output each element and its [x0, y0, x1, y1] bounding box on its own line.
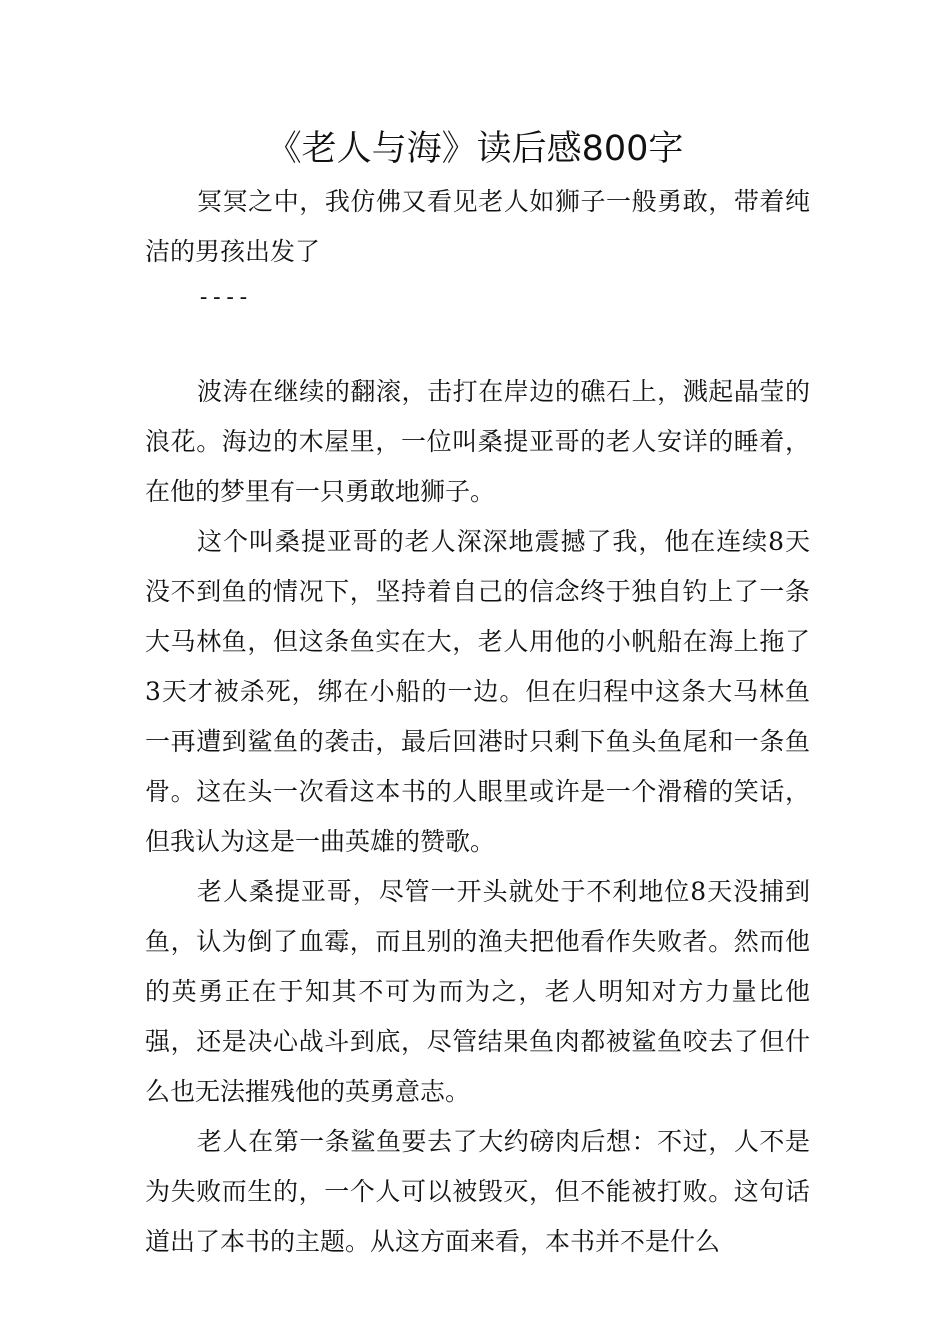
paragraph-gap: [145, 327, 810, 367]
paragraph-courage: 老人桑提亚哥，尽管一开头就处于不利地位8天没捕到鱼，认为倒了血霉，而且别的渔夫把他看作失败者。然而他的英勇正在于知其不可为而为之，老人明知对方力量比他强，还是决心战斗到底，尽管结果鱼肉都被鲨鱼咬去了但什么也无法摧残他的英勇意志。: [145, 877, 810, 1106]
section-divider: ----: [197, 285, 250, 310]
paragraph-fishing-story: 这个叫桑提亚哥的老人深深地震撼了我，他在连续8天没不到鱼的情况下，坚持着自己的信念终于独自钓上了一条大马林鱼，但这条鱼实在大，老人用他的小帆船在海上拖了3天才被杀死，绑在小船的一边。但在归程中这条大马林鱼一再遭到鲨鱼的袭击，最后回港时只剩下鱼头鱼尾和一条鱼骨。这在头一次看这本书的人眼里或许是一个滑稽的笑话，但我认为这是一曲英雄的赞歌。: [145, 527, 810, 856]
paragraph-theme: 老人在第一条鲨鱼要去了大约磅肉后想：不过，人不是为失败而生的，一个人可以被毁灭，但不能被打败。这句话道出了本书的主题。从这方面来看，本书并不是什么: [145, 1127, 810, 1256]
paragraph-intro: 冥冥之中，我仿佛又看见老人如狮子一般勇敢，带着纯洁的男孩出发了: [145, 187, 810, 266]
paragraph-sea-scene: 波涛在继续的翻滚，击打在岸边的礁石上，溅起晶莹的浪花。海边的木屋里，一位叫桑提亚哥的老人安详的睡着，在他的梦里有一只勇敢地狮子。: [145, 377, 810, 506]
document-title: 《老人与海》读后感800字: [266, 129, 684, 169]
document-body: [145, 177, 810, 1267]
